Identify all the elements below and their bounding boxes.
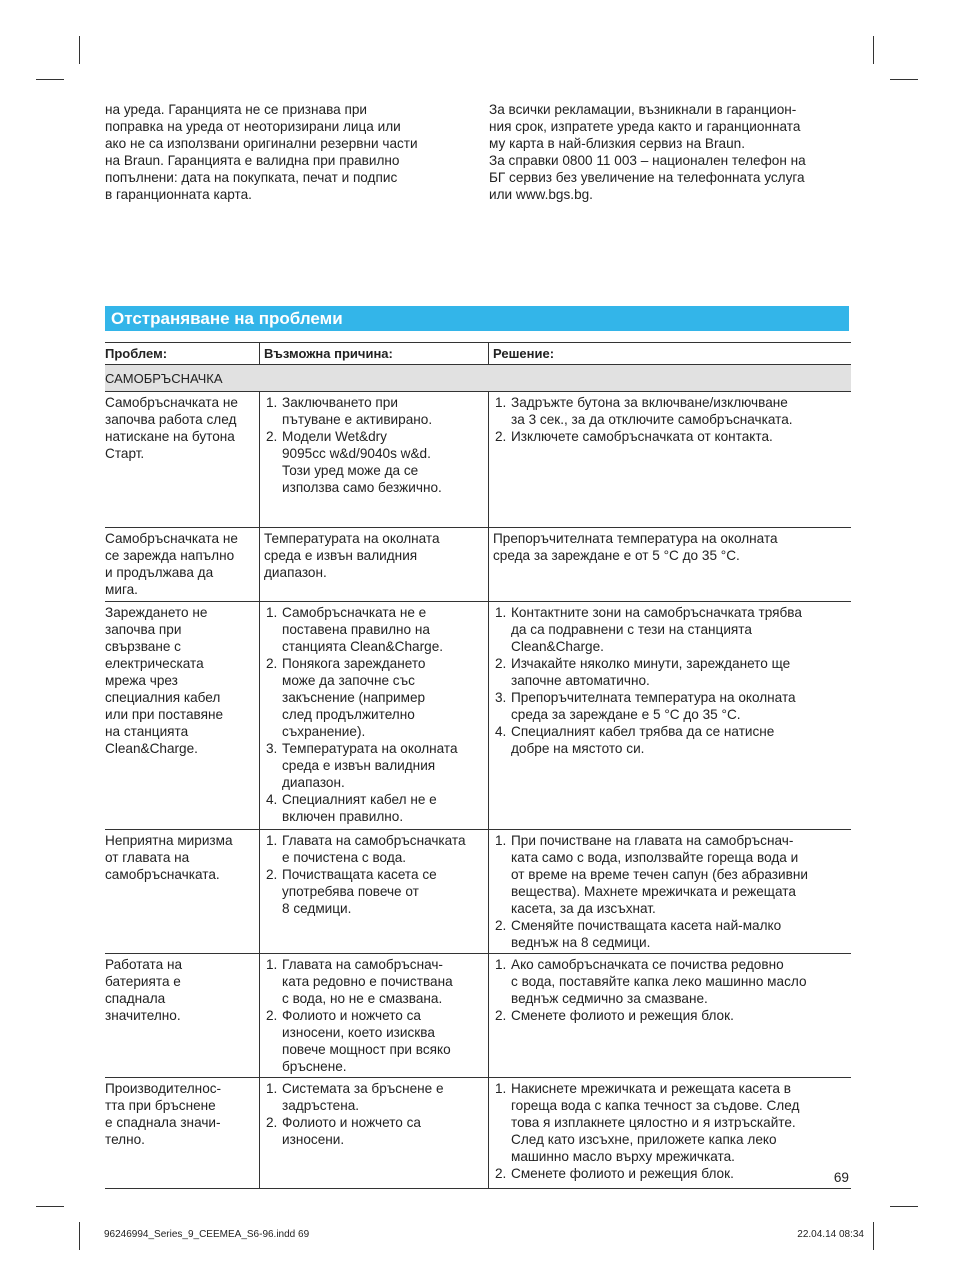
footer-date: 22.04.14 08:34 (797, 1229, 864, 1240)
solution-item: 2. Изчакайте няколко минути, зареждането ще започне автоматично. (493, 655, 847, 689)
problem-cell: Неприятна миризма от главата на самобръсначката. (105, 833, 233, 882)
section-banner (105, 306, 849, 331)
crop-mark (873, 36, 874, 64)
solution-item: 1. Ако самобръсначката се почиства редовно с вода, поставяйте капка леко машинно масло веднъж седмично за смазване. (493, 956, 847, 1007)
solution-item: 1. Задръжте бутона за включване/изключване за 3 сек., за да отключите самобръсначката. (493, 394, 847, 428)
cause-item: 2. Почистващата касета се употребява повече от 8 седмици. (264, 866, 484, 917)
crop-mark (79, 1222, 80, 1250)
cause-item: 2. Фолиото и ножчето са износени. (264, 1114, 484, 1148)
intro-left-text: на уреда. Гаранцията не се признава при поправка на уреда от неоторизирани лица или ако не са използвани оригинални резервни части на Braun. Гаранцията е валидна при правилно попълнени: дата на покупката, печат и подпис в гаранционната карта. (105, 102, 418, 202)
problem-cell: Самобръсначката не се зарежда напълно и продължава да мига. (105, 531, 238, 597)
solution-item: 1. При почистване на главата на самобръснач- ката само с вода, използвайте гореща вода и от време на време течен сапун (без абразивни вещества). Махнете мрежичката и режещата касета, за да изсъхнат. (493, 832, 847, 917)
troubleshooting-table (105, 342, 851, 1189)
table-row (105, 1078, 851, 1189)
solution-cell (488, 392, 851, 527)
group-row (105, 365, 851, 392)
cause-item: 1. Главата на самобръсначката е почистена с вода. (264, 832, 484, 866)
cause-cell (259, 392, 488, 527)
solution-item: 3. Препоръчителната температура на околната среда за зареждане е 5 °C до 35 °C. (493, 689, 847, 723)
crop-mark (36, 1206, 64, 1207)
solution-cell (488, 954, 851, 1077)
solution-item: 1. Накиснете мрежичката и режещата касета в гореща вода с капка течност за съдове. След това я изплакнете цялостно и я изтръскайте. След като изсъхне, приложете капка леко машинно масло върху мрежичката. (493, 1080, 847, 1165)
problem-cell: Зареждането не започва при свързване с електрическата мрежа чрез специалния кабел или при поставяне на станцията Clean&Charge. (105, 605, 224, 756)
footer-file: 96246994_Series_9_CEEMEA_S6-96.indd 69 (104, 1229, 310, 1240)
cause-item: 1. Главата на самобръснач- ката редовно е почиствана с вода, но не е смазвана. (264, 956, 484, 1007)
cause-cell: Температурата на околната среда е извън валидния диапазон. (259, 528, 488, 601)
crop-mark (79, 36, 80, 64)
problem-cell: Самобръсначката не започва работа след натискане на бутона Старт. (105, 395, 238, 461)
header-cause: Възможна причина: (259, 343, 488, 364)
cause-item: 3. Температурата на околната среда е извън валидния диапазон. (264, 740, 484, 791)
table-row (105, 392, 851, 528)
crop-mark (890, 1206, 918, 1207)
table-row (105, 954, 851, 1078)
solution-item: 2. Сменете фолиото и режещия блок. (493, 1165, 847, 1182)
solution-cell (488, 830, 851, 953)
table-row (105, 602, 851, 830)
header-solution: Решение: (488, 343, 851, 364)
intro-right-text: За всички рекламации, възникнали в гаранцион- ния срок, изпратете уреда както и гаранционната му карта в най-близкия сервиз на Braun. За справки 0800 11 003 – национален телефон на БГ сервиз без увеличение на телефонната услуга или www.bgs.bg. (489, 102, 806, 202)
cause-cell (259, 830, 488, 953)
group-label: САМОБРЪСНАЧКА (105, 371, 223, 386)
problem-cell: Работата на батерията е спаднала значително. (105, 957, 183, 1023)
solution-item: 1. Контактните зони на самобръсначката трябва да са подравнени с тези на станцията Clean&Charge. (493, 604, 847, 655)
solution-item: 2. Сменяйте почистващата касета най-малко веднъж на 8 седмици. (493, 917, 847, 951)
intro-right-column (489, 101, 854, 203)
crop-mark (36, 79, 64, 80)
section-title: Отстраняване на проблеми (111, 309, 343, 328)
intro-left-column (105, 101, 465, 203)
problem-cell: Производителнос- тта при бръснене е спаднала значи- телно. (105, 1081, 222, 1147)
cause-item: 4. Специалният кабел не е включен правилно. (264, 791, 484, 825)
cause-cell (259, 602, 488, 829)
cause-item: 2. Понякога зареждането може да започне със закъснение (например след продължително съхранение). (264, 655, 484, 740)
table-row (105, 830, 851, 954)
table-header-row (105, 342, 851, 365)
cause-cell (259, 1078, 488, 1188)
cause-item: 2. Фолиото и ножчето са износени, което изисква повече мощност при всяко бръснене. (264, 1007, 484, 1075)
cause-item: 2. Модели Wet&dry 9095cc w&d/9040s w&d. Този уред може да се използва само безжично. (264, 428, 484, 496)
crop-mark (873, 1222, 874, 1250)
solution-item: 4. Специалният кабел трябва да се натисне добре на мястото си. (493, 723, 847, 757)
page-number: 69 (833, 1170, 849, 1185)
solution-cell (488, 602, 851, 829)
header-problem: Проблем: (105, 346, 168, 361)
solution-cell (488, 1078, 851, 1188)
solution-item: 2. Изключете самобръсначката от контакта. (493, 428, 847, 445)
table-row (105, 528, 851, 602)
cause-cell (259, 954, 488, 1077)
solution-item: 2. Сменете фолиото и режещия блок. (493, 1007, 847, 1024)
solution-cell: Препоръчителната температура на околната среда за зареждане е от 5 °C до 35 °C. (488, 528, 851, 601)
crop-mark (890, 79, 918, 80)
cause-item: 1. Заключването при пътуване е активирано. (264, 394, 484, 428)
cause-item: 1. Самобръсначката не е поставена правилно на станцията Clean&Charge. (264, 604, 484, 655)
cause-item: 1. Системата за бръснене е задръстена. (264, 1080, 484, 1114)
